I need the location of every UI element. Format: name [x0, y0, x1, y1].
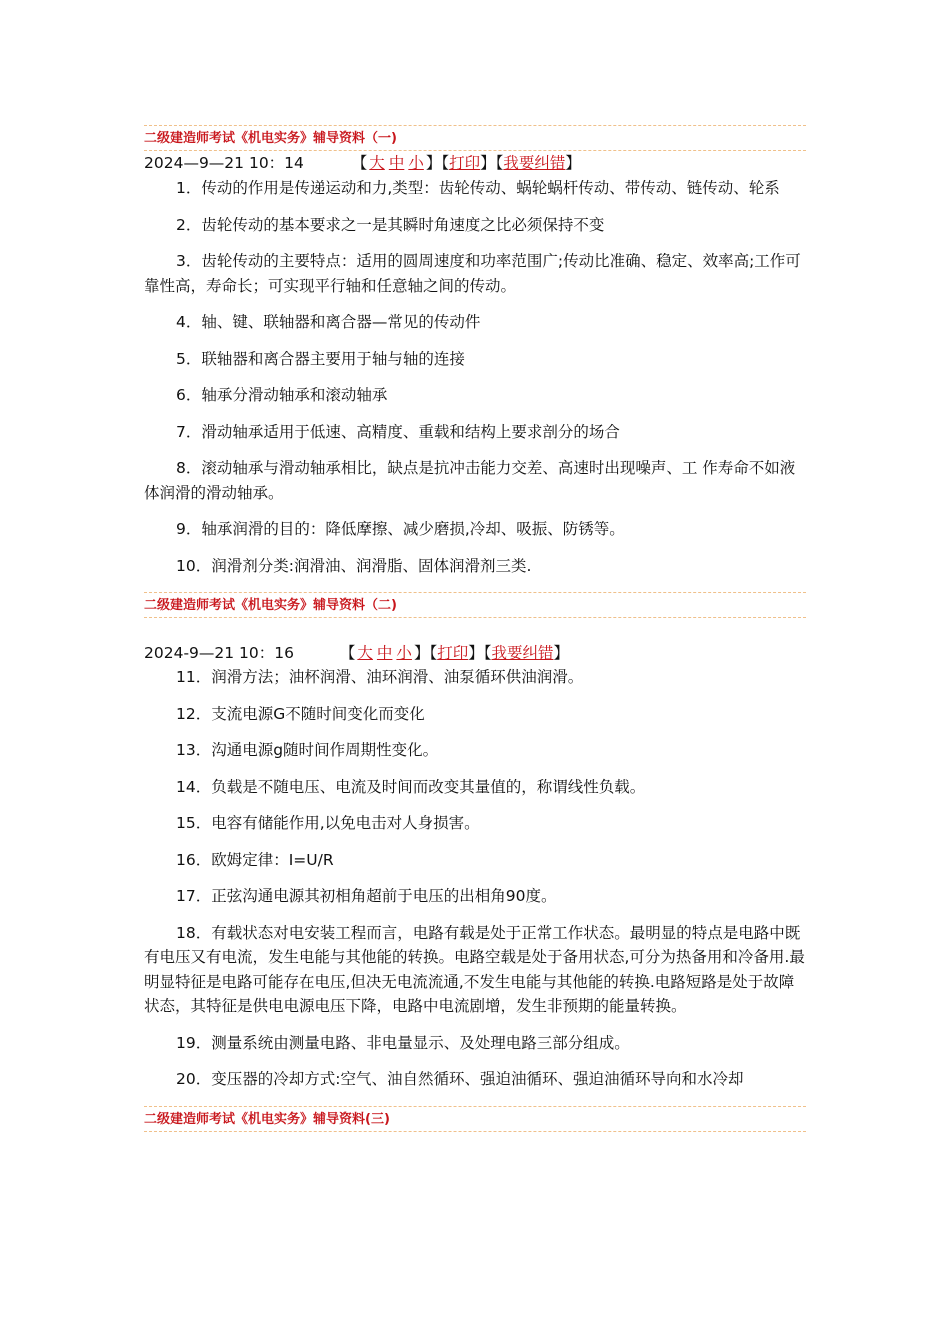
post-date: 2024—9—21 10：14	[144, 154, 304, 172]
report-error-link[interactable]: 我要纠错	[503, 154, 566, 172]
list-item: 19．测量系统由测量电路、非电量显示、及处理电路三部分组成。	[176, 1033, 630, 1052]
section-title: 二级建造师考试《机电实务》辅导资料（二)	[144, 598, 397, 613]
list-item: 12．支流电源G不随时间变化而变化	[176, 704, 425, 723]
list-item: 3．齿轮传动的主要特点：适用的圆周速度和功率范围广;传动比准确、稳定、效率高;工作可靠性高，寿命长；可实现平行轴和任意轴之间的传动。	[144, 252, 801, 295]
divider	[144, 125, 806, 126]
font-size-large-link[interactable]: 大	[369, 154, 385, 172]
section-title: 二级建造师考试《机电实务》辅导资料（一)	[144, 131, 397, 146]
divider	[144, 617, 806, 618]
article-meta: 2024—9—21 10：14 【 大 中 小 】【打印】【我要纠错】	[144, 151, 806, 175]
font-size-small-link[interactable]: 小	[396, 644, 412, 662]
article-meta: 2024-9—21 10：16 【 大 中 小 】【打印】【我要纠错】	[144, 641, 806, 665]
item-list	[144, 176, 806, 578]
document-page	[144, 118, 806, 1132]
list-item: 5．联轴器和离合器主要用于轴与轴的连接	[176, 349, 465, 368]
list-item: 17．正弦沟通电源其初相角超前于电压的出相角90度。	[176, 887, 557, 905]
divider	[144, 1131, 806, 1132]
list-item: 1．传动的作用是传递运动和力,类型：齿轮传动、蜗轮蜗杆传动、带传动、链传动、轮系	[176, 179, 780, 197]
divider	[144, 592, 806, 593]
print-link[interactable]: 打印	[437, 644, 469, 662]
print-link[interactable]: 打印	[449, 154, 481, 172]
list-item: 16．欧姆定律：I=U/R	[176, 850, 334, 869]
font-size-medium-link[interactable]: 中	[388, 154, 405, 172]
list-item: 14．负载是不随电压、电流及时间而改变其量值的，称谓线性负载。	[176, 777, 646, 796]
item-list	[144, 665, 806, 1092]
list-item: 8．滚动轴承与滑动轴承相比，缺点是抗冲击能力交差、高速时出现噪声、工 作寿命不如液体润滑的滑动轴承。	[144, 459, 796, 502]
list-item: 11．润滑方法；油杯润滑、油环润滑、油泵循环供油润滑。	[176, 668, 584, 686]
list-item: 15．电容有储能作用,以免电击对人身损害。	[176, 814, 480, 832]
list-item: 4．轴、键、联轴器和离合器—常见的传动件	[176, 313, 481, 331]
list-item: 10．润滑剂分类:润滑油、润滑脂、固体润滑剂三类.	[176, 556, 532, 575]
list-item: 7．滑动轴承适用于低速、高精度、重载和结构上要求剖分的场合	[176, 422, 620, 441]
list-item: 6．轴承分滑动轴承和滚动轴承	[176, 386, 388, 404]
list-item: 2．齿轮传动的基本要求之一是其瞬时角速度之比必须保持不变	[176, 215, 605, 234]
divider	[144, 1106, 806, 1107]
section-2	[144, 592, 806, 1092]
list-item: 20．变压器的冷却方式:空气、油自然循环、强迫油循环、强迫油循环导向和水冷却	[176, 1070, 744, 1088]
report-error-link[interactable]: 我要纠错	[491, 644, 554, 662]
section-title: 二级建造师考试《机电实务》辅导资料(三)	[144, 1111, 390, 1127]
section-3	[144, 1106, 806, 1132]
font-size-large-link[interactable]: 大	[357, 644, 373, 662]
font-size-small-link[interactable]: 小	[408, 154, 424, 172]
post-date: 2024-9—21 10：16	[144, 644, 294, 662]
font-size-medium-link[interactable]: 中	[376, 644, 393, 662]
list-item: 13．沟通电源g随时间作周期性变化。	[176, 741, 439, 759]
list-item: 18．有载状态对电安装工程而言，电路有载是处于正常工作状态。最明显的特点是电路中既有电压又有电流，发生电能与其他能的转换。电路空载是处于备用状态,可分为热备用和冷备用.最明显特征是电路可能存在电压,但决无电流流通,不发生电能与其他能的转换.电路短路是处于故障状态，其特征是供电电源电压下降，电路中电流剧增，发生非预期的能量转换。	[144, 923, 805, 1015]
section-1	[144, 125, 806, 578]
list-item: 9．轴承润滑的目的：降低摩擦、减少磨损,冷却、吸振、防锈等。	[176, 520, 625, 538]
